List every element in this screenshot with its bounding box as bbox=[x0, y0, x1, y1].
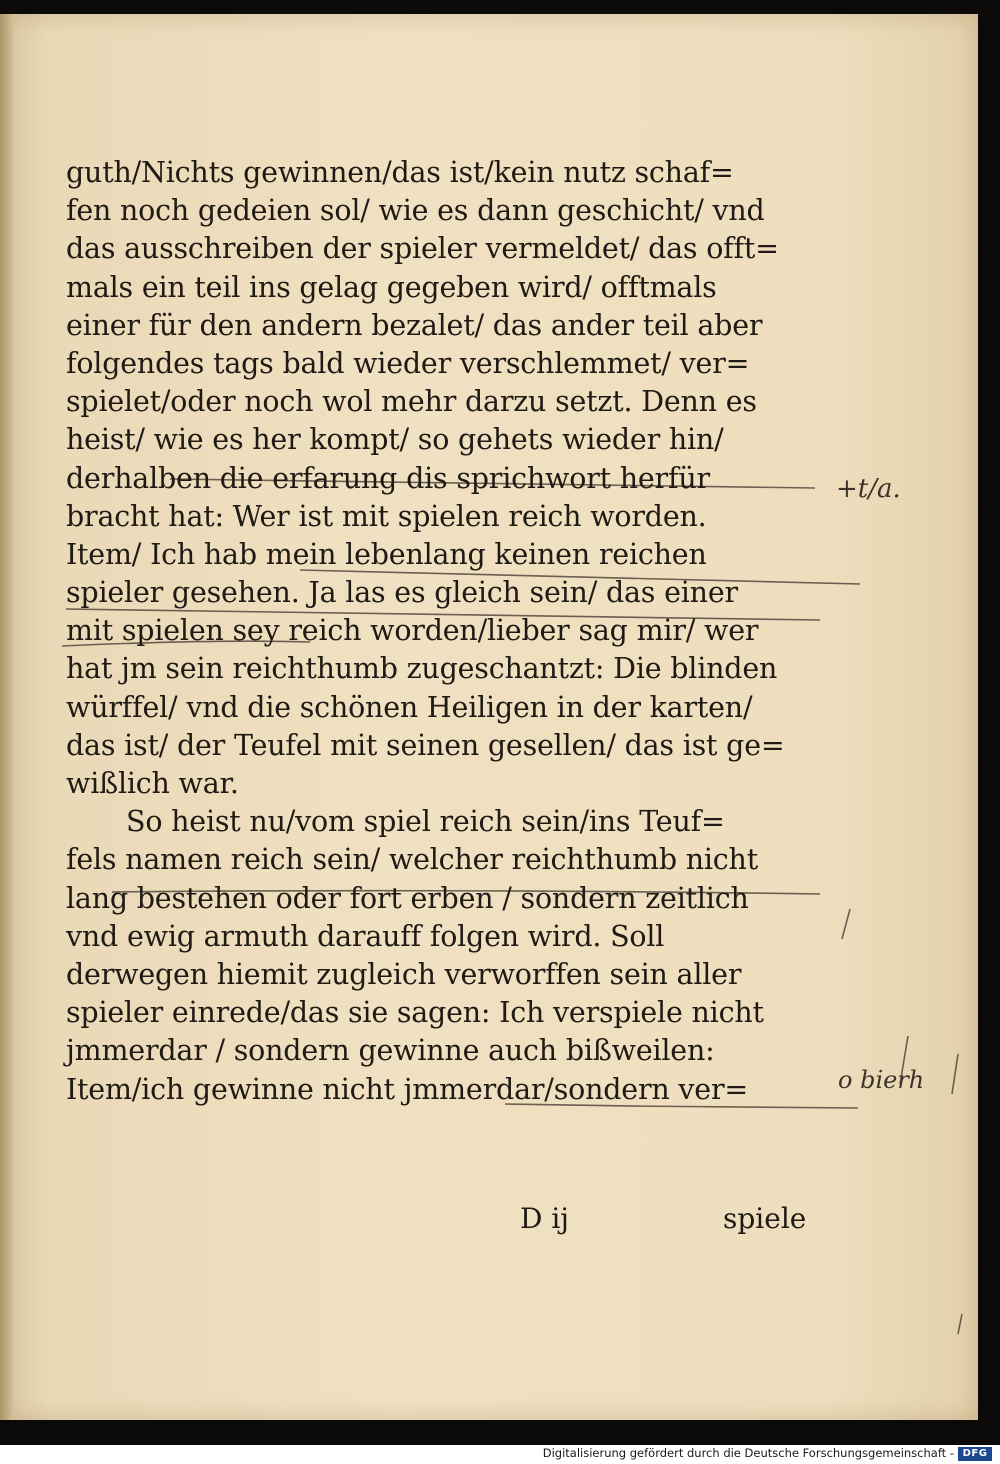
text-line: spieler gesehen. Ja las es gleich sein/ das einer bbox=[66, 576, 738, 610]
text-line: spieler einrede/das sie sagen: Ich verspiele nicht bbox=[66, 996, 764, 1030]
text-block bbox=[66, 154, 846, 1109]
catchword: spiele bbox=[723, 1202, 807, 1235]
marginal-note: o bierh bbox=[838, 1066, 925, 1094]
text-line: einer für den andern bezalet/ das ander teil aber bbox=[66, 308, 763, 342]
dfg-logo: DFG bbox=[958, 1447, 992, 1461]
text-line: mit spielen sey reich worden/lieber sag mir/ wer bbox=[66, 614, 759, 648]
text-line: fen noch gedeien sol/ wie es dann geschicht/ vnd bbox=[66, 194, 765, 228]
text-line: derhalben die erfarung dis sprichwort herfür bbox=[66, 461, 710, 495]
marginal-note: +t/a. bbox=[836, 474, 901, 504]
text-line: Item/ Ich hab mein lebenlang keinen reichen bbox=[66, 537, 707, 571]
funding-credit: Digitalisierung gefördert durch die Deutsche Forschungsgemeinschaft - bbox=[542, 1446, 954, 1460]
footer-bar bbox=[0, 1445, 1000, 1464]
text-line: vnd ewig armuth darauff folgen wird. Soll bbox=[66, 919, 665, 953]
text-line: folgendes tags bald wieder verschlemmet/ ver= bbox=[66, 346, 750, 380]
text-line: heist/ wie es her kompt/ so gehets wieder hin/ bbox=[66, 423, 724, 457]
text-line: das ausschreiben der spieler vermeldet/ das offt= bbox=[66, 232, 779, 266]
text-line: mals ein teil ins gelag gegeben wird/ offtmals bbox=[66, 270, 717, 304]
margin-mark-3 bbox=[952, 1054, 958, 1094]
margin-mark-4 bbox=[958, 1314, 962, 1334]
text-line: wißlich war. bbox=[66, 767, 239, 800]
text-line: jmmerdar / sondern gewinne auch bißweilen: bbox=[66, 1034, 715, 1068]
text-line: So heist nu/vom spiel reich sein/ins Teuf= bbox=[126, 805, 725, 839]
text-line: hat jm sein reichthumb zugeschantzt: Die blinden bbox=[66, 652, 778, 686]
text-line: derwegen hiemit zugleich verworffen sein aller bbox=[66, 957, 742, 991]
text-line: bracht hat: Wer ist mit spielen reich worden. bbox=[66, 499, 707, 533]
text-line: guth/Nichts gewinnen/das ist/kein nutz schaf= bbox=[66, 156, 734, 189]
text-line: das ist/ der Teufel mit seinen gesellen/ das ist ge= bbox=[66, 728, 785, 762]
text-line: lang bestehen oder fort erben / sondern zeitlich bbox=[66, 881, 749, 915]
page-footer-line bbox=[520, 1202, 820, 1242]
book-page bbox=[0, 14, 978, 1420]
text-line: würffel/ vnd die schönen Heiligen in der karten/ bbox=[66, 690, 753, 724]
signature-mark: D ij bbox=[520, 1202, 569, 1235]
text-line: spielet/oder noch wol mehr darzu setzt. Denn es bbox=[66, 385, 757, 419]
text-line: Item/ich gewinne nicht jmmerdar/sondern ver= bbox=[66, 1072, 749, 1106]
text-line: fels namen reich sein/ welcher reichthumb nicht bbox=[66, 843, 758, 877]
